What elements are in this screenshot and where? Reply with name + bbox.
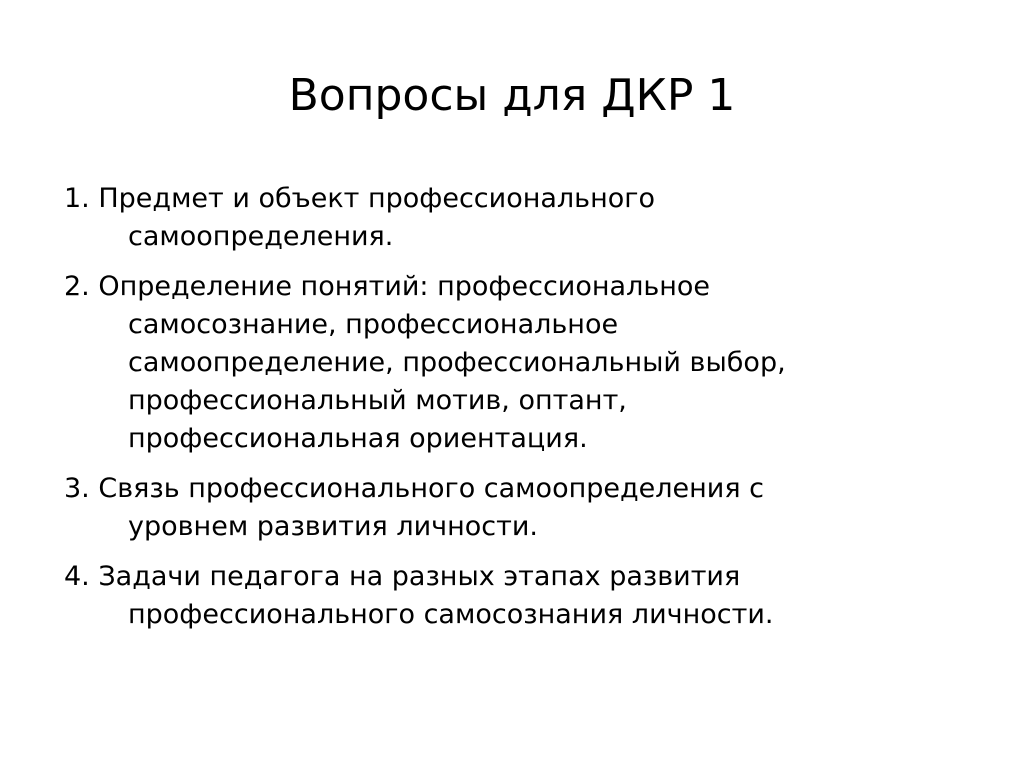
list-item-1 xyxy=(64,180,964,256)
item-1-line-1: 1. Предмет и объект профессионального xyxy=(64,183,655,214)
item-3-line-2: уровнем развития личности. xyxy=(128,511,538,542)
list-item-3 xyxy=(64,470,964,546)
list-item-2 xyxy=(64,268,964,458)
item-4-line-1: 4. Задачи педагога на разных этапах развития xyxy=(64,561,741,592)
item-2-line-2: самосознание, профессиональное xyxy=(128,309,619,340)
list-item-4 xyxy=(64,558,964,634)
item-2-line-3: самоопределение, профессиональный выбор, xyxy=(128,347,786,378)
item-1-line-2: самоопределения. xyxy=(128,221,394,252)
item-2-line-1: 2. Определение понятий: профессиональное xyxy=(64,271,711,302)
slide-title: Вопросы для ДКР 1 xyxy=(288,70,736,121)
item-3-line-1: 3. Связь профессионального самоопределения с xyxy=(64,473,765,504)
question-list xyxy=(64,180,964,646)
item-4-line-2: профессионального самосознания личности. xyxy=(128,599,774,630)
item-2-line-4: профессиональный мотив, оптант, xyxy=(128,385,627,416)
item-2-line-5: профессиональная ориентация. xyxy=(128,423,588,454)
